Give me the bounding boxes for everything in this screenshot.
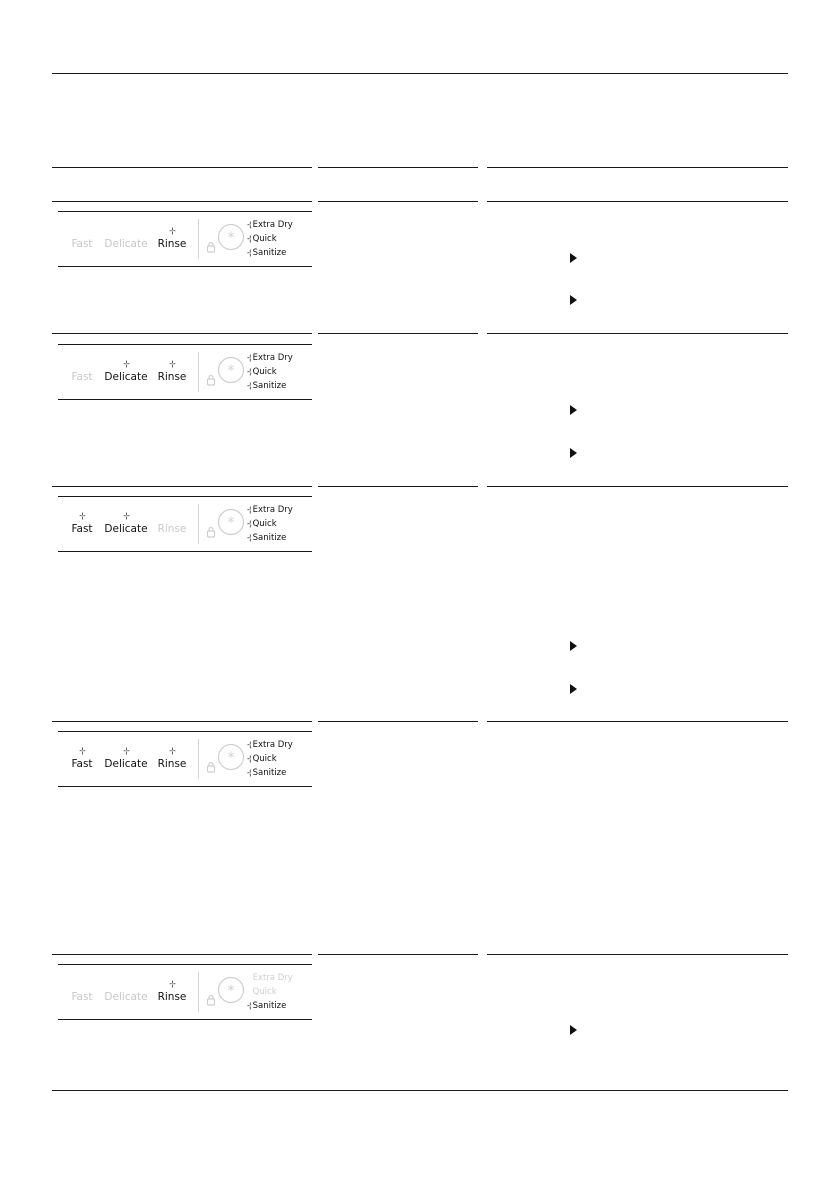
arrow-bullet-icon [570,405,577,415]
cycle-label: Rinse [157,238,187,250]
indicator-light-icon: -¦- [169,359,175,368]
option-sanitize [247,379,293,393]
row-rule [318,721,478,722]
col2-header-rule [318,167,478,168]
arrow-bullet-icon [570,448,577,458]
panel-divider [198,739,199,779]
star-button-icon [217,976,245,1004]
cycle-label: Fast [71,991,93,1003]
option-label: Extra Dry [252,220,293,230]
indicator-light-icon: -¦ [247,353,251,362]
indicator-light-icon: -¦- [79,511,85,520]
option-list [247,218,293,260]
panel-bottom-rule [58,1019,312,1020]
cycle-label: Delicate [104,991,148,1003]
star-button-icon [217,223,245,251]
option-label: Sanitize [252,248,287,258]
col3-header-rule [487,167,788,168]
indicator-light-icon: -¦ [247,367,251,376]
row-rule [52,333,312,334]
indicator-light-icon: -¦ [247,754,251,763]
indicator-light-icon: -¦ [247,740,251,749]
cycle-rinse [142,978,202,1004]
option-quick [247,752,293,766]
row-rule [318,333,478,334]
arrow-bullet-icon [570,253,577,263]
indicator-light-icon: -¦ [247,220,251,229]
option-extra-dry [247,971,293,985]
option-label: Extra Dry [252,505,293,515]
cycle-label: Delicate [104,238,148,250]
indicator-light-icon: -¦- [123,511,129,520]
lock-icon [206,374,216,386]
page-top-rule [52,73,788,74]
option-extra-dry [247,738,293,752]
star-button-icon [217,743,245,771]
option-list [247,503,293,545]
svg-text:*: * [227,750,235,766]
option-quick [247,517,293,531]
indicator-light-icon: -¦- [169,746,175,755]
row-rule [318,201,478,202]
panel-bottom-rule [58,399,312,400]
panel-bottom-rule [58,266,312,267]
lock-icon [206,241,216,253]
indicator-light-icon: -¦- [169,226,175,235]
option-label: Sanitize [252,533,287,543]
arrow-bullet-icon [570,684,577,694]
lock-icon [206,761,216,773]
arrow-bullet-icon [570,1025,577,1035]
cycle-label: Fast [71,238,93,250]
row-rule [52,486,312,487]
indicator-light-icon: -¦ [247,519,251,528]
indicator-light-icon: -¦ [247,505,251,514]
option-list [247,738,293,780]
indicator-light-icon: -¦- [123,746,129,755]
option-label: Extra Dry [252,973,293,983]
indicator-light-icon: -¦- [79,746,85,755]
option-quick [247,365,293,379]
svg-text:*: * [227,230,235,246]
arrow-bullet-icon [570,641,577,651]
option-sanitize [247,999,293,1013]
cycle-label: Rinse [157,523,187,535]
indicator-light-icon: -¦ [247,768,251,777]
indicator-light-icon: -¦ [247,533,251,542]
option-label: Sanitize [252,1001,287,1011]
cycle-rinse [142,358,202,384]
panel-bottom-rule [58,786,312,787]
cycle-label: Rinse [157,758,187,770]
option-label: Extra Dry [252,353,293,363]
option-label: Quick [252,234,277,244]
panel-divider [198,972,199,1012]
panel-top-rule [58,211,312,212]
option-list [247,351,293,393]
row-rule [487,721,788,722]
cycle-label: Delicate [104,758,148,770]
option-sanitize [247,531,293,545]
option-label: Sanitize [252,381,287,391]
option-label: Extra Dry [252,740,293,750]
arrow-bullet-icon [570,295,577,305]
indicator-light-icon: -¦ [247,234,251,243]
indicator-light-icon: -¦ [247,381,251,390]
indicator-light-icon: -¦- [169,979,175,988]
svg-text:*: * [227,983,235,999]
cycle-label: Rinse [157,991,187,1003]
indicator-light-icon: -¦ [247,1001,251,1010]
star-button-icon [217,356,245,384]
svg-text:*: * [227,363,235,379]
control-panel-illustration [58,496,312,552]
option-sanitize [247,766,293,780]
option-sanitize [247,246,293,260]
option-extra-dry [247,503,293,517]
option-extra-dry [247,218,293,232]
cycle-rinse [142,225,202,251]
cycle-label: Delicate [104,371,148,383]
panel-top-rule [58,731,312,732]
panel-divider [198,352,199,392]
option-label: Quick [252,987,277,997]
lock-icon [206,994,216,1006]
panel-top-rule [58,496,312,497]
option-quick [247,232,293,246]
panel-divider [198,504,199,544]
panel-bottom-rule [58,551,312,552]
lock-icon [206,526,216,538]
control-panel-illustration [58,731,312,787]
option-extra-dry [247,351,293,365]
cycle-label: Fast [71,523,93,535]
cycle-label: Delicate [104,523,148,535]
row-rule [318,954,478,955]
cycle-label: Fast [71,758,93,770]
cycle-label: Rinse [157,371,187,383]
row-rule [52,721,312,722]
indicator-light-icon: -¦- [123,359,129,368]
control-panel-illustration [58,344,312,400]
row-rule [318,486,478,487]
cycle-rinse [142,510,202,536]
row-rule [487,333,788,334]
row-rule [52,201,312,202]
option-label: Sanitize [252,768,287,778]
table-bottom-rule [52,1090,788,1091]
row-rule [52,954,312,955]
indicator-light-icon: -¦ [247,248,251,257]
panel-divider [198,219,199,259]
cycle-label: Fast [71,371,93,383]
col1-header-rule [52,167,312,168]
option-quick [247,985,293,999]
option-label: Quick [252,367,277,377]
row-rule [487,954,788,955]
panel-top-rule [58,344,312,345]
option-label: Quick [252,754,277,764]
row-rule [487,486,788,487]
row-rule [487,201,788,202]
cycle-rinse [142,745,202,771]
control-panel-illustration [58,964,312,1020]
star-button-icon [217,508,245,536]
option-list [247,971,293,1013]
panel-top-rule [58,964,312,965]
svg-text:*: * [227,515,235,531]
control-panel-illustration [58,211,312,267]
option-label: Quick [252,519,277,529]
